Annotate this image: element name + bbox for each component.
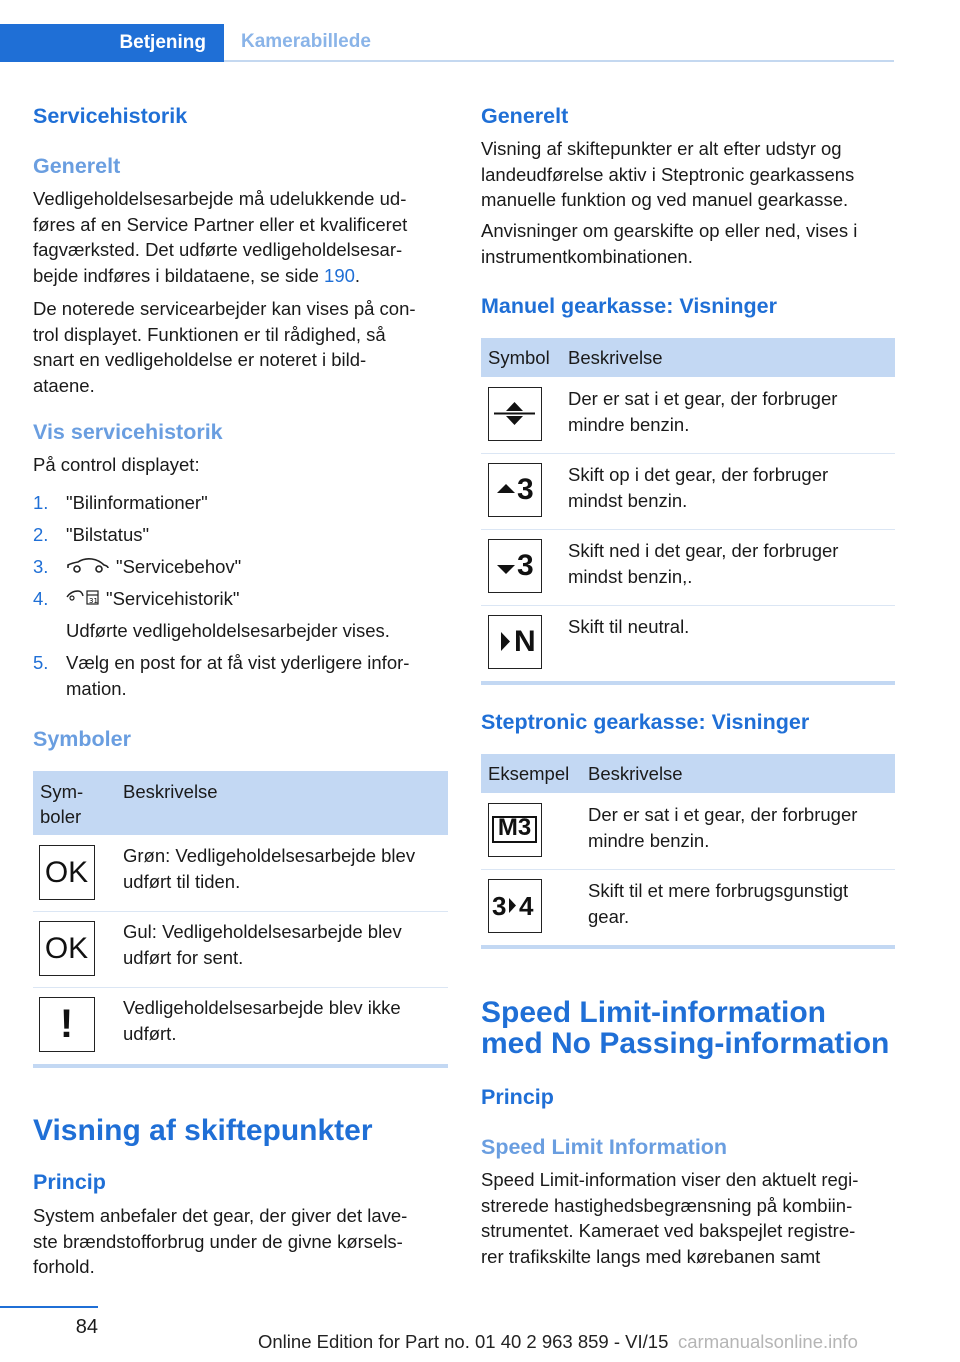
ok-yellow-icon bbox=[39, 921, 95, 976]
step-number: 5. bbox=[33, 652, 49, 673]
text-span: bejde indføres i bildataene, se side bbox=[33, 264, 325, 286]
text-line: Der er sat i et gear, der forbruger bbox=[568, 388, 838, 409]
icon-glyph: 3 bbox=[517, 473, 534, 506]
manual-row-3-description bbox=[568, 538, 838, 589]
list-item bbox=[33, 522, 149, 548]
symbols-row-3-description bbox=[123, 995, 401, 1046]
up-3-icon bbox=[488, 463, 542, 517]
manual-row-4-description bbox=[568, 614, 689, 640]
step-number: 1. bbox=[33, 492, 49, 513]
row-divider bbox=[481, 529, 895, 530]
step-text: Vælg en post for at få vist yderligere infor‐ bbox=[66, 652, 410, 673]
symbols-row-1-description bbox=[123, 843, 415, 894]
text-line: føres af en Service Partner eller et kvalificeret bbox=[33, 213, 408, 235]
text-line: Skift op i det gear, der forbruger bbox=[568, 464, 829, 485]
section-title-servicehistorik: Servicehistorik bbox=[33, 104, 188, 128]
row-divider bbox=[481, 869, 895, 870]
row-divider bbox=[33, 987, 448, 988]
text-line: Vedligeholdelsesarbejde må udelukkende ud‐ bbox=[33, 188, 407, 209]
icon-glyph: 3 bbox=[517, 549, 534, 582]
step-number: 4. bbox=[33, 588, 49, 609]
svg-text:31: 31 bbox=[89, 596, 98, 605]
icon-glyph: N bbox=[514, 625, 536, 658]
text-line: Vedligeholdelsesarbejde blev ikke bbox=[123, 997, 401, 1018]
neutral-icon bbox=[488, 615, 542, 669]
manual-row-1-description bbox=[568, 386, 837, 437]
heading-princip-right: Princip bbox=[481, 1085, 554, 1109]
icon-glyph: 3 bbox=[492, 891, 507, 921]
text-line: strumentet. Kameraet ved bakspejlet registre‐ bbox=[481, 1220, 856, 1241]
text-line: forhold. bbox=[33, 1256, 95, 1277]
row-divider bbox=[33, 911, 448, 912]
text-line: System anbefaler det gear, der giver det lave‐ bbox=[33, 1205, 408, 1226]
edition-text: Online Edition for Part no. 01 40 2 963 859 - VI/15 bbox=[258, 1331, 669, 1352]
table-end-bar bbox=[481, 681, 895, 685]
step-number: 2. bbox=[33, 524, 49, 545]
text-line: manuelle funktion og ved manuel gearkasse. bbox=[481, 189, 849, 210]
down-3-icon bbox=[488, 539, 542, 593]
section-title-speed-limit bbox=[481, 997, 901, 1059]
heading-steptronic-gearkasse: Steptronic gearkasse: Visninger bbox=[481, 710, 810, 734]
shift-3-to-4-icon bbox=[488, 879, 542, 933]
heading-manuel-gearkasse: Manuel gearkasse: Visninger bbox=[481, 294, 777, 318]
general-paragraph-1 bbox=[33, 186, 453, 288]
step-text: "Bilstatus" bbox=[66, 524, 150, 545]
text-line: Der er sat i et gear, der forbruger bbox=[588, 804, 858, 825]
header-col-symbol: Symbol bbox=[488, 347, 550, 368]
text-line: De noterede servicearbejder kan vises på con‐ bbox=[33, 298, 416, 319]
page-number: 84 bbox=[75, 1316, 98, 1338]
text-line: ste brændstofforbrug under de givne kørsels‐ bbox=[33, 1230, 403, 1252]
car-icon bbox=[66, 555, 116, 581]
text-line: rer trafikskilte langs med kørebanen samt bbox=[481, 1245, 821, 1267]
icon-glyph: M3 bbox=[497, 814, 532, 841]
step-text: Udførte vedligeholdelsesarbejder vises. bbox=[66, 620, 390, 641]
text-line: gear. bbox=[588, 905, 630, 927]
text-line: Skift ned i det gear, der forbruger bbox=[568, 540, 839, 561]
icon-glyph: OK bbox=[44, 932, 89, 965]
text-line: mindst benzin,. bbox=[568, 565, 693, 587]
text-line: Anvisninger om gearskifte op eller ned, vises i bbox=[481, 220, 858, 241]
show-intro: På control displayet: bbox=[33, 454, 200, 475]
steptronic-row-1-description bbox=[588, 802, 857, 853]
icon-glyph: OK bbox=[44, 856, 89, 889]
sli-paragraph bbox=[481, 1167, 901, 1269]
text-line: Gul: Vedligeholdelsesarbejde blev bbox=[123, 921, 402, 942]
exclamation-icon bbox=[39, 997, 95, 1052]
steptronic-row-2-description bbox=[588, 878, 848, 929]
principle-paragraph bbox=[33, 1203, 453, 1280]
text-line: Speed Limit-information viser den aktuelt regi‐ bbox=[481, 1169, 859, 1190]
steptronic-table-header bbox=[481, 754, 895, 793]
text-span: . bbox=[354, 264, 361, 286]
section-title-visning-af-skiftepunkter: Visning af skiftepunkter bbox=[33, 1114, 373, 1147]
text-line: udført til tiden. bbox=[123, 870, 241, 892]
list-item bbox=[33, 618, 390, 644]
list-item bbox=[33, 586, 239, 613]
right-paragraph-1 bbox=[481, 136, 901, 213]
text-line: Visning af skiftepunkter er alt efter udstyr og bbox=[481, 138, 842, 159]
step-text: "Servicebehov" bbox=[116, 556, 242, 577]
heading-generelt: Generelt bbox=[33, 154, 121, 178]
text-line: Grøn: Vedligeholdelsesarbejde blev bbox=[123, 845, 416, 866]
header-text: Sym‐ bbox=[40, 781, 84, 802]
text-line: trol displayet. Funktionen er til rådighed, så bbox=[33, 323, 386, 345]
header-col-symbols bbox=[40, 779, 83, 829]
general-paragraph-2 bbox=[33, 296, 453, 398]
step-text: "Servicehistorik" bbox=[106, 588, 240, 609]
header-col-description: Beskrivelse bbox=[588, 763, 683, 784]
text-line: fagværksted. Det udførte vedligeholdelsesar‐ bbox=[33, 239, 403, 260]
manual-row-2-description bbox=[568, 462, 828, 513]
symbols-table-header bbox=[33, 771, 448, 835]
header-col-description: Beskrivelse bbox=[123, 781, 218, 802]
m3-icon bbox=[488, 803, 542, 857]
header-col-description: Beskrivelse bbox=[568, 347, 663, 368]
watermark: carmanualsonline.info bbox=[678, 1331, 858, 1352]
text-line: ataene. bbox=[33, 374, 95, 396]
text-line: mindre benzin. bbox=[588, 829, 710, 851]
text-line: mindre benzin. bbox=[568, 413, 690, 435]
text-line: Skift til et mere forbrugsgunstigt bbox=[588, 880, 849, 901]
heading-vis-servicehistorik: Vis servicehistorik bbox=[33, 420, 223, 444]
heading-generelt-right: Generelt bbox=[481, 104, 569, 128]
tab-kamerabillede[interactable]: Kamerabillede bbox=[224, 24, 894, 62]
text-line: snart en vedligeholdelse er noteret i bild‐ bbox=[33, 349, 367, 370]
page-link-190[interactable]: 190 bbox=[324, 264, 355, 286]
list-item bbox=[33, 650, 409, 676]
heading-princip: Princip bbox=[33, 1170, 106, 1194]
right-paragraph-2 bbox=[481, 218, 901, 269]
title-line: Speed Limit-information bbox=[481, 996, 826, 1029]
symbols-row-2-description bbox=[123, 919, 402, 970]
text-line: strerede hastighedsbegrænsning på kombiin‐ bbox=[481, 1194, 853, 1216]
text-line bbox=[33, 263, 453, 289]
heading-speed-limit-information: Speed Limit Information bbox=[481, 1135, 728, 1159]
step-number: 3. bbox=[33, 556, 49, 577]
list-item bbox=[33, 676, 127, 702]
text-line: udført for sent. bbox=[123, 946, 244, 968]
text-line: udført. bbox=[123, 1022, 177, 1044]
text-line: mindst benzin. bbox=[568, 489, 688, 511]
text-line: landeudførelse aktiv i Steptronic gearkassens bbox=[481, 163, 855, 185]
table-end-bar bbox=[33, 1064, 448, 1068]
car-calendar-icon bbox=[66, 587, 106, 614]
text-line: Skift til neutral. bbox=[568, 616, 690, 637]
manual-table-header bbox=[481, 338, 895, 377]
title-line: med No Passing-information bbox=[481, 1027, 890, 1060]
ok-green-icon bbox=[39, 845, 95, 900]
icon-glyph: 4 bbox=[519, 891, 534, 921]
header-text: boler bbox=[40, 806, 82, 827]
header-col-eksempel: Eksempel bbox=[488, 763, 570, 784]
list-item bbox=[33, 554, 241, 581]
row-divider bbox=[481, 453, 895, 454]
heading-symboler: Symboler bbox=[33, 727, 131, 751]
header-bar bbox=[0, 0, 960, 62]
table-end-bar bbox=[481, 945, 895, 949]
list-item bbox=[33, 490, 208, 516]
step-text: mation. bbox=[66, 678, 127, 699]
row-divider bbox=[481, 605, 895, 606]
updown-icon bbox=[488, 387, 542, 441]
footer-rule bbox=[0, 1306, 98, 1308]
text-line: instrumentkombinationen. bbox=[481, 245, 693, 267]
tab-betjening[interactable]: Betjening bbox=[0, 24, 224, 62]
step-text: "Bilinformationer" bbox=[66, 492, 208, 513]
icon-glyph: ! bbox=[59, 1002, 74, 1046]
